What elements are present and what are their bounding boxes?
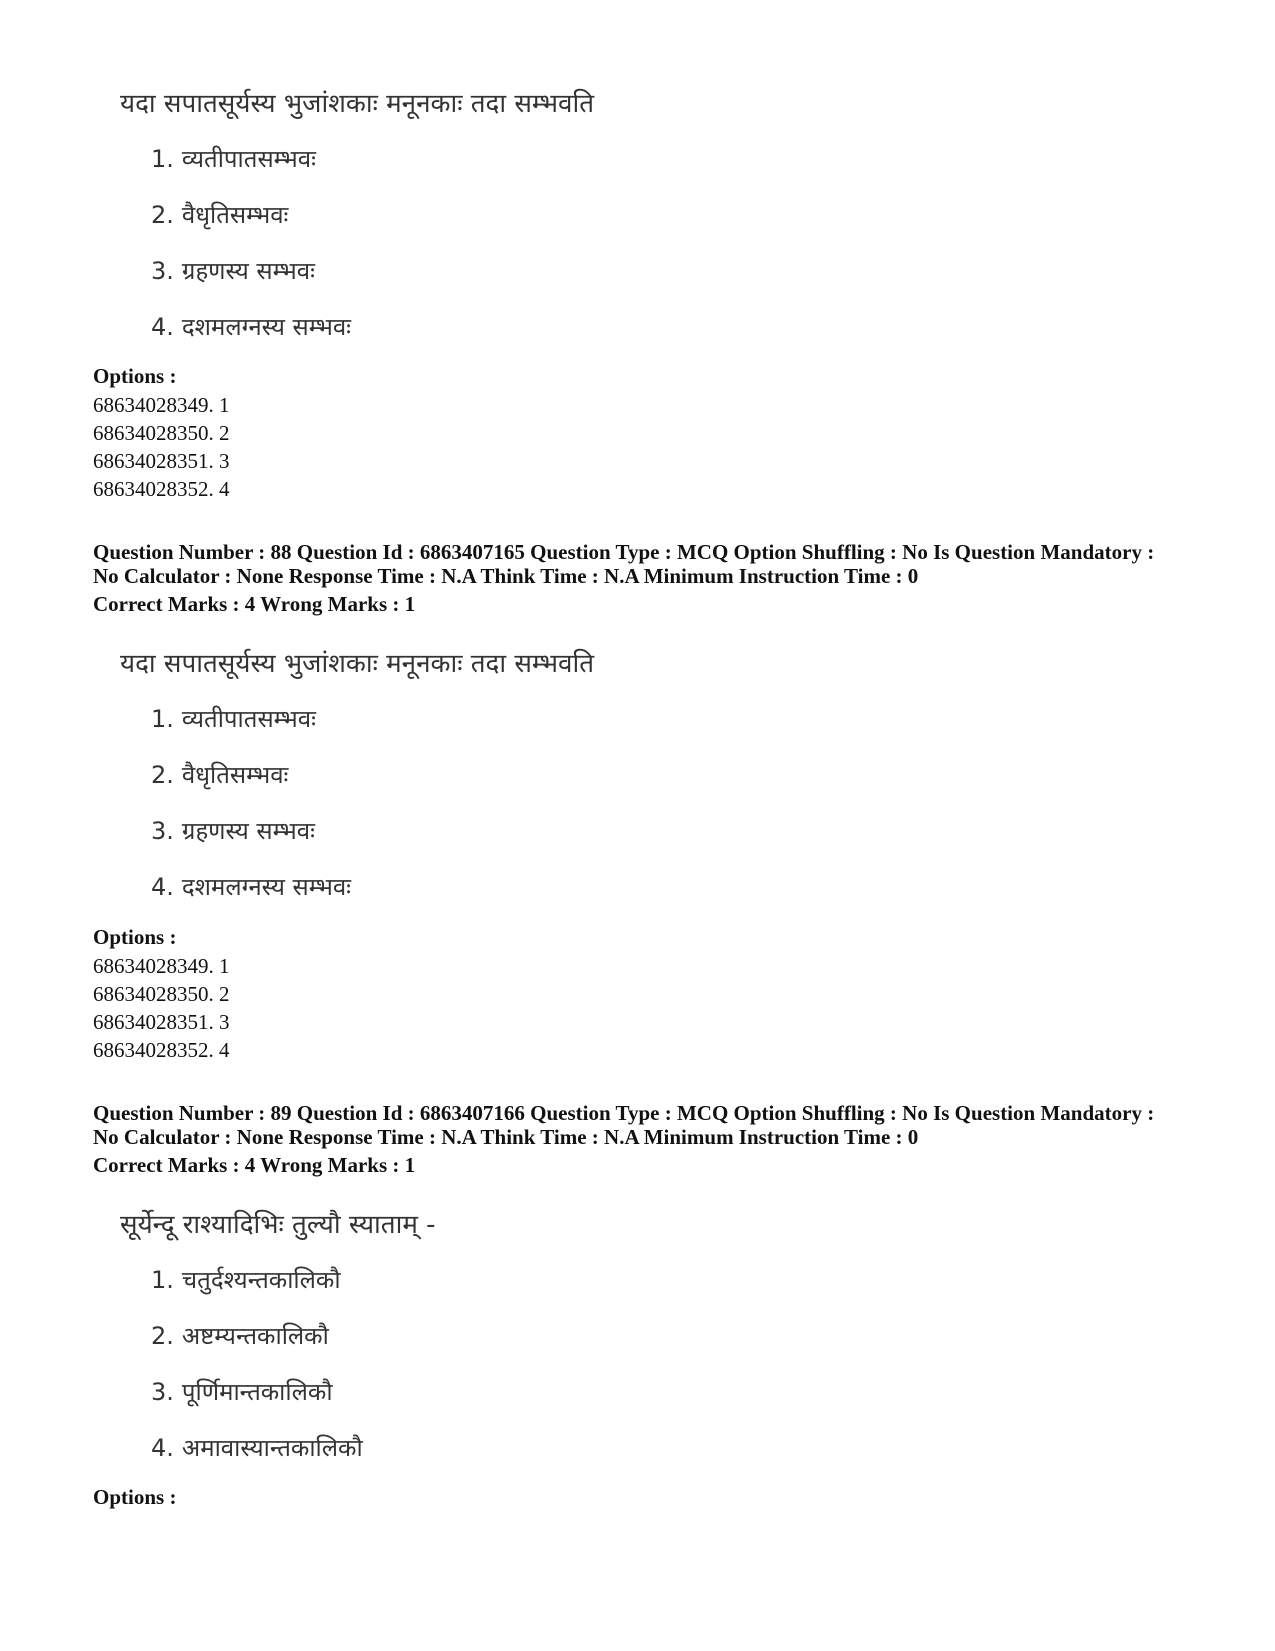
choice-item — [151, 310, 351, 343]
choice-item — [151, 870, 351, 903]
question-meta-line1: Question Number : 88 Question Id : 6863407165 Question Type : MCQ Option Shuffling : No Is Question Mandatory : — [93, 540, 1155, 564]
choice-item — [151, 1319, 329, 1352]
option-line: 68634028349. 1 — [93, 393, 230, 417]
choice-text: वैधृतिसम्भवः — [181, 761, 289, 789]
choice-item — [151, 198, 288, 231]
choice-number: 1. — [151, 705, 174, 733]
question-text: यदा सपातसूर्यस्य भुजांशकाः मनूनकाः तदा सम्भवति — [120, 649, 595, 679]
choice-item — [151, 814, 315, 847]
choice-number: 4. — [151, 873, 174, 901]
choice-text: दशमलग्नस्य सम्भवः — [181, 873, 352, 901]
choice-text: पूर्णिमान्तकालिकौ — [181, 1378, 333, 1406]
option-line: 68634028350. 2 — [93, 421, 230, 445]
question-marks: Correct Marks : 4 Wrong Marks : 1 — [93, 592, 416, 616]
option-line: 68634028350. 2 — [93, 982, 230, 1006]
choice-number: 2. — [151, 1322, 174, 1350]
options-label: Options : — [93, 925, 177, 949]
choice-text: व्यतीपातसम्भवः — [181, 705, 316, 733]
option-line: 68634028349. 1 — [93, 954, 230, 978]
choice-text: चतुर्दश्यन्तकालिकौ — [181, 1266, 341, 1294]
choice-number: 3. — [151, 257, 174, 285]
choice-number: 1. — [151, 1266, 174, 1294]
option-line: 68634028352. 4 — [93, 477, 230, 501]
question-text: सूर्येन्दू राश्यादिभिः तुल्यौ स्याताम् - — [120, 1210, 436, 1240]
choice-number: 3. — [151, 817, 174, 845]
choice-number: 2. — [151, 761, 174, 789]
question-meta-line1: Question Number : 89 Question Id : 6863407166 Question Type : MCQ Option Shuffling : No Is Question Mandatory : — [93, 1101, 1155, 1125]
choice-text: ग्रहणस्य सम्भवः — [181, 257, 315, 285]
choice-item — [151, 702, 316, 735]
choice-text: दशमलग्नस्य सम्भवः — [181, 313, 352, 341]
choice-item — [151, 1375, 333, 1408]
option-line: 68634028352. 4 — [93, 1038, 230, 1062]
choice-number: 1. — [151, 145, 174, 173]
choice-item — [151, 254, 315, 287]
choice-text: अष्टम्यन्तकालिकौ — [181, 1322, 329, 1350]
choice-item — [151, 1431, 363, 1464]
options-label: Options : — [93, 364, 177, 388]
choice-number: 2. — [151, 201, 174, 229]
choice-item — [151, 1263, 341, 1296]
choice-text: ग्रहणस्य सम्भवः — [181, 817, 315, 845]
option-line: 68634028351. 3 — [93, 449, 230, 473]
option-line: 68634028351. 3 — [93, 1010, 230, 1034]
question-text: यदा सपातसूर्यस्य भुजांशकाः मनूनकाः तदा सम्भवति — [120, 89, 595, 119]
choice-number: 4. — [151, 1434, 174, 1462]
choice-text: वैधृतिसम्भवः — [181, 201, 289, 229]
choice-number: 4. — [151, 313, 174, 341]
choice-text: व्यतीपातसम्भवः — [181, 145, 316, 173]
options-label: Options : — [93, 1485, 177, 1509]
choice-text: अमावास्यान्तकालिकौ — [181, 1434, 363, 1462]
choice-item — [151, 758, 288, 791]
question-meta-line2: No Calculator : None Response Time : N.A Think Time : N.A Minimum Instruction Time : 0 — [93, 1125, 919, 1149]
question-meta-line2: No Calculator : None Response Time : N.A Think Time : N.A Minimum Instruction Time : 0 — [93, 564, 919, 588]
question-marks: Correct Marks : 4 Wrong Marks : 1 — [93, 1153, 416, 1177]
choice-item — [151, 142, 316, 175]
choice-number: 3. — [151, 1378, 174, 1406]
